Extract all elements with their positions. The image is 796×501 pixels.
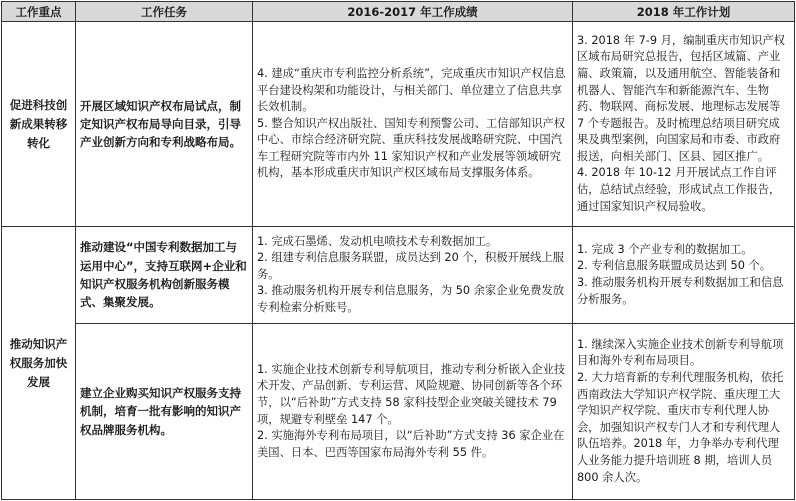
plan-item: 1. 完成 3 个产业专利的数据加工。 [577, 242, 753, 256]
focus-cell-services: 推动知识产权服务加快发展 [2, 227, 76, 500]
table-row [2, 324, 795, 500]
header-achievements: 2016-2017 年工作成绩 [253, 2, 573, 22]
achievement-item: 1. 实施企业技术创新专利导航项目，推动专利分析嵌入企业技术开发、产品创新、专利运营、风险规避、协同创新等各个环节，以“后补助”方式支持 58 家科技型企业突破关键技术 79 项，规避专利壁垒 147 个。 [257, 362, 566, 426]
header-plan: 2018 年工作计划 [573, 2, 795, 22]
plan-item: 4. 2018 年 10-12 月开展试点工作自评估，总结试点经验，形成试点工作报告，通过国家知识产权局验收。 [577, 166, 781, 213]
task-cell: 开展区域知识产权布局试点，制定知识产权布局导向目录，引导产业创新方向和专利战略布局。 [76, 22, 253, 227]
focus-cell-innovation: 促进科技创新成果转移转化 [2, 22, 76, 227]
achievement-item: 1. 完成石墨烯、发动机电喷技术专利数据加工。 [257, 234, 498, 248]
table-row [2, 22, 795, 227]
plan-cell [573, 22, 795, 227]
achievement-item: 5. 整合知识产权出版社、国知专利预警公司、工信部知识产权中心、市综合经济研究院、重庆科技发展战略研究院、中国汽车工程研究院等市内外 11 家知识产权和产业发展等领域研究机构，基本形成重庆市知识产权区域布局支撑服务体系。 [257, 116, 566, 180]
achievement-item: 4. 建成“重庆市专利监控分析系统”，完成重庆市知识产权信息平台建设构架和功能设计，与相关部门、单位建立了信息共享长效机制。 [257, 66, 566, 114]
task-cell: 推动建设“中国专利数据加工与运用中心”，支持互联网+企业和知识产权服务机构创新服务模式、集聚发展。 [76, 227, 253, 324]
header-task: 工作任务 [76, 2, 253, 22]
plan-item: 2. 专利信息服务联盟成员达到 50 个。 [577, 259, 772, 273]
task-cell: 建立企业购买知识产权服务支持机制，培育一批有影响的知识产权品牌服务机构。 [76, 324, 253, 500]
achievements-cell [253, 324, 573, 500]
plan-item: 2. 大力培育新的专利代理服务机构，依托西南政法大学知识产权学院、重庆理工大学知识产权学院、重庆市专利代理人协会，加强知识产权专门人才和专利代理人队伍培养。2018 年，力争举办专利代理人业务能力提升培训班 8 期，培训人员 800 余人次。 [577, 371, 784, 484]
plan-item: 3. 推动服务机构开展专利数据加工和信息分析服务。 [577, 276, 784, 306]
plan-cell [573, 324, 795, 500]
plan-cell [573, 227, 795, 324]
table-row [2, 227, 795, 324]
achievement-item: 3. 推动服务机构开展专利信息服务，为 50 余家企业免费发放专利检索分析账号。 [257, 284, 565, 314]
achievement-item: 2. 实施海外专利布局项目，以“后补助”方式支持 36 家企业在美国、日本、巴西等国家布局海外专利 55 件。 [257, 429, 565, 459]
achievement-item: 2. 组建专利信息服务联盟，成员达到 20 个，积极开展线上服务。 [257, 251, 565, 281]
header-focus: 工作重点 [2, 2, 76, 22]
work-plan-table [1, 1, 795, 500]
achievements-cell [253, 22, 573, 227]
plan-item: 3. 2018 年 7-9 月，编制重庆市知识产权区域布局研究总报告，包括区域篇、产业篇、政策篇，以及通用航空、智能装备和机器人、智能汽车和新能源汽车、生物药、物联网、商标发展、地理标志发展等 7 个专题报告。及时梳理总结项目研究成果及典型案例，向国家局和市委、市政府报送，向相关部门、区县、园区推广。 [577, 33, 785, 163]
achievements-cell [253, 227, 573, 324]
plan-item: 1. 继续深入实施企业技术创新专利导航项目和海外专利布局项目。 [577, 337, 784, 368]
header-row [2, 2, 795, 22]
